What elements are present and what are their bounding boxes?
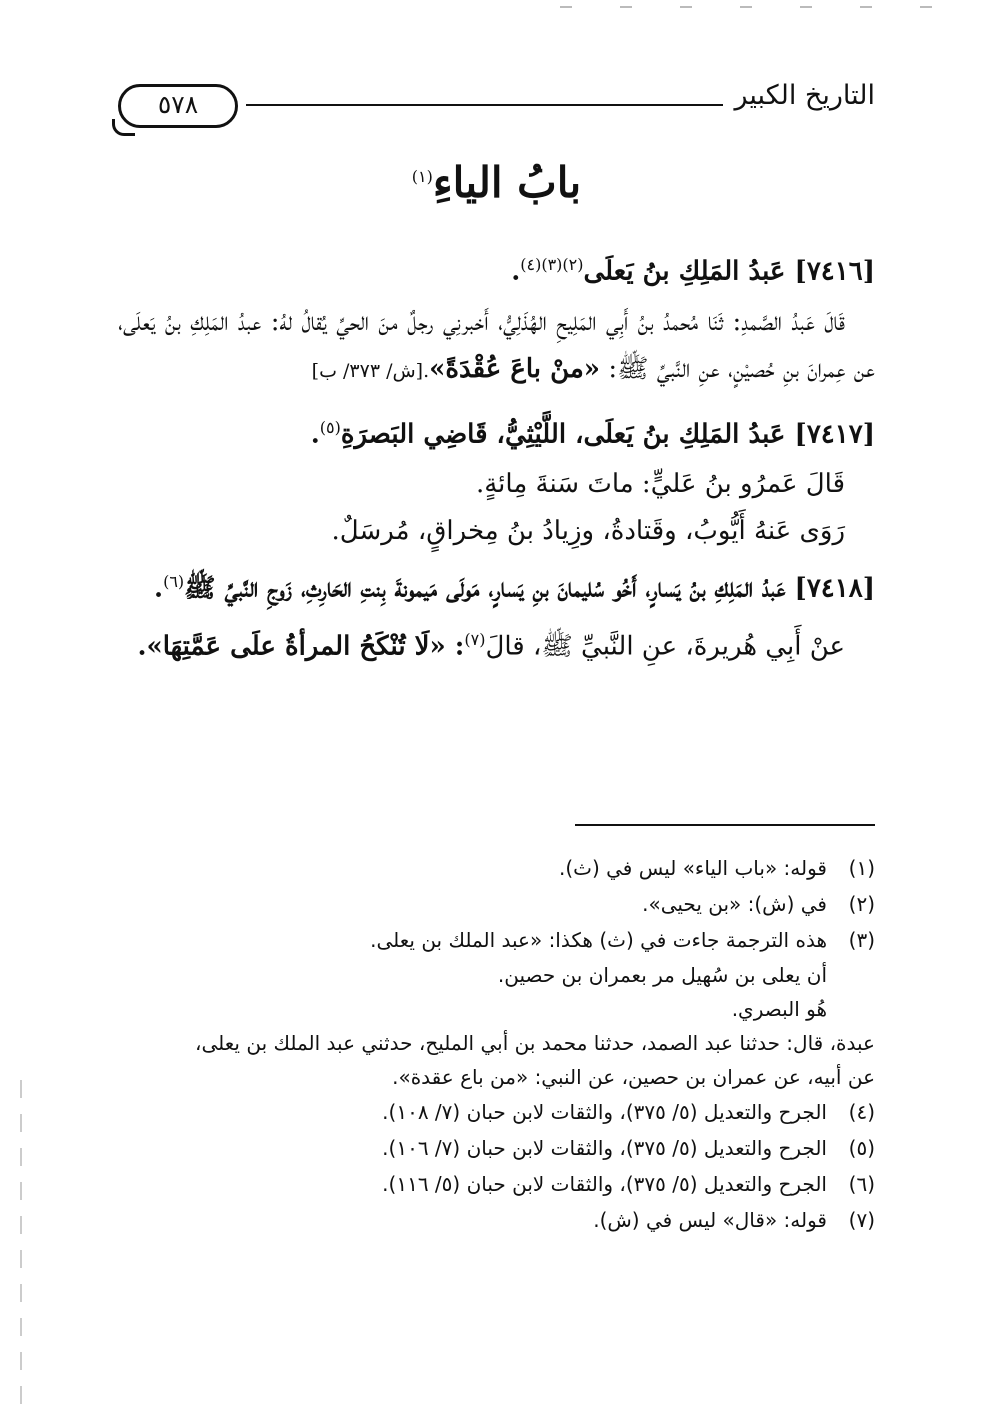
footnote-number: (١) xyxy=(848,856,875,880)
chapter-title-text: بابُ الياءِ xyxy=(432,158,582,207)
entry-end: . xyxy=(310,419,320,450)
footnote-number: (٦) xyxy=(848,1172,875,1196)
entry-heading xyxy=(118,555,875,616)
footnote-continuation: أن يعلى بن سُهيل مر بعمران بن حصين. xyxy=(497,963,827,987)
scan-mark xyxy=(560,6,572,8)
hadith-quote: : «لَا تُنْكَحُ المرأةُ علَى عَمَّتِهَا». xyxy=(137,631,465,662)
footnote xyxy=(118,1202,875,1238)
footnote-text: الجرح والتعديل (٥/ ٣٧٥)، والثقات لابن حبان (٧/ ١٠٨). xyxy=(382,1100,827,1124)
entry-end: . xyxy=(154,573,164,604)
text-line: رَوَى عَنهُ أَيُّوبُ، وقَتادةُ، وزِيادُ بنُ مِخراقٍ، مُرسَلٌ. xyxy=(331,516,845,547)
entry-heading xyxy=(118,401,875,462)
badge-ornament xyxy=(112,119,135,136)
entry-number: [٧٤١٧] xyxy=(794,419,875,450)
footnote-number: (٢) xyxy=(848,892,875,916)
scan-edge-mark xyxy=(20,1080,22,1410)
footnote-text: في (ش): «بن يحيى». xyxy=(642,892,827,916)
footnote-text: قوله: «باب الياء» ليس في (ث). xyxy=(558,856,827,880)
footnote-ref: (٢)(٣)(٤) xyxy=(520,255,584,274)
footnote-ref: (٧) xyxy=(464,629,486,649)
footnote-number: (٤) xyxy=(848,1100,875,1124)
footnote xyxy=(118,1094,875,1130)
footnote-ref: (١) xyxy=(411,167,433,186)
entry-heading xyxy=(118,238,875,299)
footnote-text: قوله: «قال» ليس في (ش). xyxy=(593,1208,827,1232)
scan-mark xyxy=(620,6,632,8)
footnote-ref: (٦) xyxy=(163,572,185,592)
entry-name: عَبدُ المَلِكِ بنُ يَعلَى xyxy=(583,256,786,287)
running-header xyxy=(118,80,875,130)
book-title: التاريخ الكبير xyxy=(734,80,875,111)
footnote-text: هذه الترجمة جاءت في (ث) هكذا: «عبد الملك بن يعلى. xyxy=(370,928,827,952)
body-text xyxy=(118,238,875,671)
footnote-continuation: هُو البصري. xyxy=(731,997,827,1021)
footnote-continuation: عن أبيه، عن عمران بن حصين، عن النبي: «من باع عقدة». xyxy=(392,1065,875,1089)
entry-end: . xyxy=(511,256,521,287)
scan-mark xyxy=(860,6,872,8)
footnote-continuation: عبدة، قال: حدثنا عبد الصمد، حدثنا محمد بن أبي المليح، حدثني عبد الملك بن يعلى، xyxy=(195,1031,875,1055)
footnote-number: (٥) xyxy=(848,1136,875,1160)
footnote-text: الجرح والتعديل (٥/ ٣٧٥)، والثقات لابن حبان (٥/ ١١٦). xyxy=(382,1172,827,1196)
page-number: ٥٧٨ xyxy=(157,90,199,119)
text-line: قَالَ عَبدُ الصَّمدِ: ثَنَا مُحمدُ بنُ أَبِي المَلِيحِ الهُذَلِيُّ، أَخبرنِي رجلٌ منَ الحيِّ xyxy=(336,306,845,337)
footnote xyxy=(118,1166,875,1202)
header-rule xyxy=(246,104,723,106)
footnote xyxy=(118,922,875,958)
footnote-number: (٧) xyxy=(848,1208,875,1232)
text-line: عنْ أَبِي هُريرةَ، عنِ النَّبيِّ ﷺ، قالَ xyxy=(485,631,845,662)
scan-mark xyxy=(680,6,692,8)
footnotes xyxy=(118,850,875,1238)
footnote-separator xyxy=(575,824,875,826)
footnote xyxy=(118,850,875,886)
text-line: يُقالُ لهُ: عبدُ المَلِكِ بنُ يَعلَى، عن عِمرانَ بنِ حُصيْنٍ، عنِ النَّبيِّ ﷺ: xyxy=(118,306,875,384)
scan-mark xyxy=(740,6,752,8)
text-line: قَالَ عَمرُو بنُ عَليٍّ: ماتَ سَنةَ مِائةٍ. xyxy=(475,469,845,500)
footnote-number: (٣) xyxy=(848,928,875,952)
entry-number: [٧٤١٦] xyxy=(794,256,875,287)
page-number-badge xyxy=(118,84,238,128)
footnote xyxy=(118,1130,875,1166)
chapter-title xyxy=(118,158,875,207)
hadith-quote: «منْ باعَ عُقْدَةً» xyxy=(429,353,601,384)
scan-mark xyxy=(920,6,932,8)
entry-name: عَبدُ المَلِكِ بنُ يَعلَى، اللَّيْثِيُّ، قَاضِي البَصرَةِ xyxy=(340,419,786,450)
entry-paragraph xyxy=(118,299,875,395)
entry-paragraph xyxy=(118,461,875,508)
scan-mark xyxy=(800,6,812,8)
entry-paragraph xyxy=(118,616,875,671)
entry-name: عَبدُ المَلِكِ بنُ يَسارٍ، أَخُو سُليمانَ بنِ يَسارٍ، مَولَى مَيمونةَ بِنتِ الحَارِثِ، زَوجِ النَّبيِّ ﷺ xyxy=(184,573,786,604)
entry-number: [٧٤١٨] xyxy=(794,573,875,604)
entry-paragraph xyxy=(118,508,875,555)
footnote-ref: (٥) xyxy=(319,417,341,437)
manuscript-ref: .[ش/ ٣٧٣/ ب] xyxy=(311,359,430,382)
footnote-text: الجرح والتعديل (٥/ ٣٧٥)، والثقات لابن حبان (٧/ ١٠٦). xyxy=(382,1136,827,1160)
footnote xyxy=(118,886,875,922)
